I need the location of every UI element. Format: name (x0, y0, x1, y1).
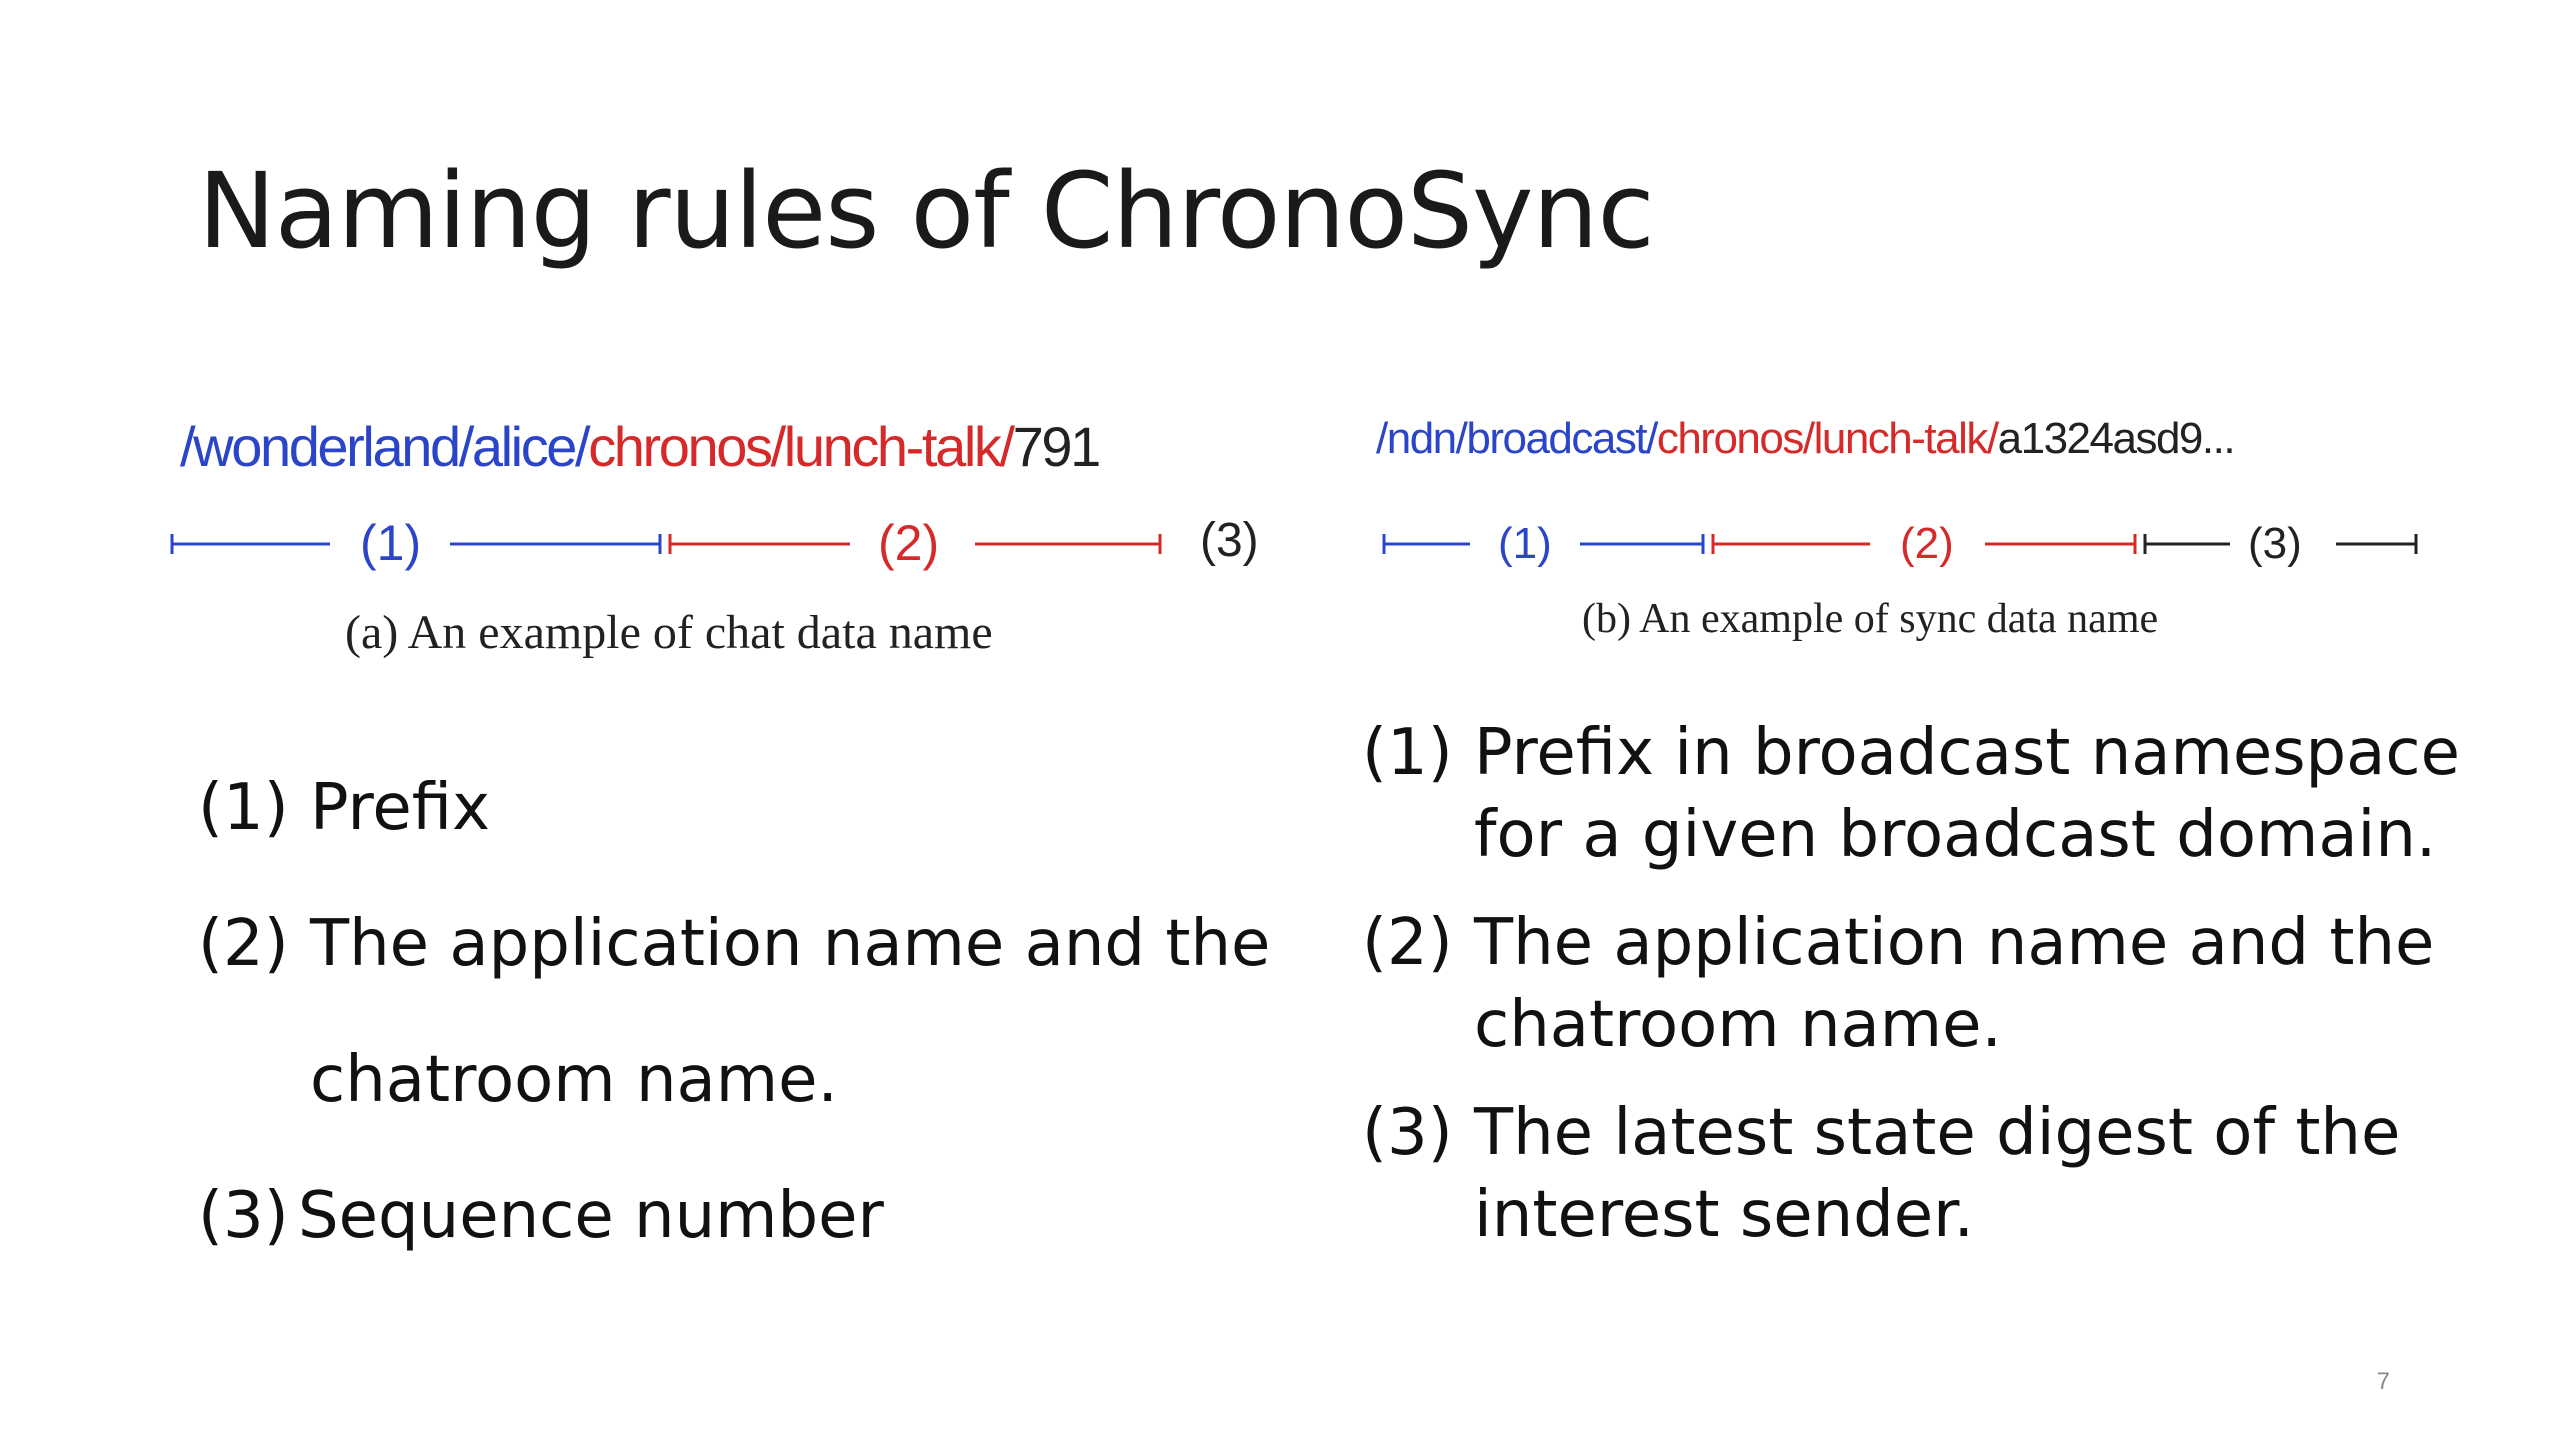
list-item-number: (2) (1362, 906, 1453, 980)
bracket-diagram-b (1370, 490, 2450, 568)
list-item (198, 876, 1278, 1148)
list-item-number: (3) (198, 1179, 289, 1253)
list-item-text: The latest state digest of the (1474, 1096, 2401, 1170)
chat-data-name (180, 414, 1099, 479)
list-item-text: Prefix (310, 771, 490, 845)
list-item (1362, 902, 2522, 1066)
bracket-label-3: (3) (1200, 514, 1259, 567)
list-item-text-continued: chatroom name. (1474, 988, 2002, 1062)
list-item-number: (3) (1362, 1096, 1453, 1170)
list-item-number: (1) (198, 771, 289, 845)
list-item (198, 1148, 1278, 1284)
bracket-label-2: (2) (1900, 519, 1954, 568)
bracket-label-2: (2) (878, 515, 940, 571)
list-item-text-continued: interest sender. (1474, 1178, 1974, 1252)
name-app-segment: chronos/lunch-talk/ (588, 415, 1013, 478)
bracket-label-1: (1) (1498, 519, 1552, 568)
sync-data-name (1376, 414, 2234, 464)
list-item (1362, 1092, 2522, 1256)
figure-chat-data-name (160, 400, 1300, 680)
list-item-text: Sequence number (298, 1179, 884, 1253)
slide-title: Naming rules of ChronoSync (198, 150, 1654, 272)
page-number: 7 (2376, 1368, 2390, 1395)
list-item (198, 740, 1278, 876)
figure-caption-b: (b) An example of sync data name (1582, 596, 2159, 642)
name-seq-segment: 791 (1012, 415, 1099, 478)
bracket-label-3: (3) (2248, 519, 2302, 568)
list-item-text-continued: for a given broadcast domain. (1474, 798, 2437, 872)
figure-sync-data-name (1370, 400, 2450, 680)
list-item-text: Prefix in broadcast namespace (1474, 716, 2460, 790)
list-item-text: The application name and the (310, 907, 1271, 981)
bracket-label-1: (1) (360, 515, 422, 571)
figure-caption-a: (a) An example of chat data name (345, 606, 993, 659)
list-item (1362, 712, 2522, 876)
bracket-diagram-a (160, 490, 1300, 571)
list-item-text-continued: chatroom name. (310, 1043, 838, 1117)
list-item-text: The application name and the (1474, 906, 2435, 980)
chat-name-components-list (198, 740, 1278, 1284)
sync-name-components-list (1362, 712, 2522, 1282)
name-prefix-segment: /wonderland/alice/ (180, 415, 589, 478)
name-digest-segment: a1324asd9... (1997, 414, 2235, 463)
name-app-segment: chronos/lunch-talk/ (1656, 414, 1998, 463)
name-prefix-segment: /ndn/broadcast/ (1376, 414, 1657, 463)
list-item-number: (1) (1362, 716, 1453, 790)
list-item-number: (2) (198, 907, 289, 981)
